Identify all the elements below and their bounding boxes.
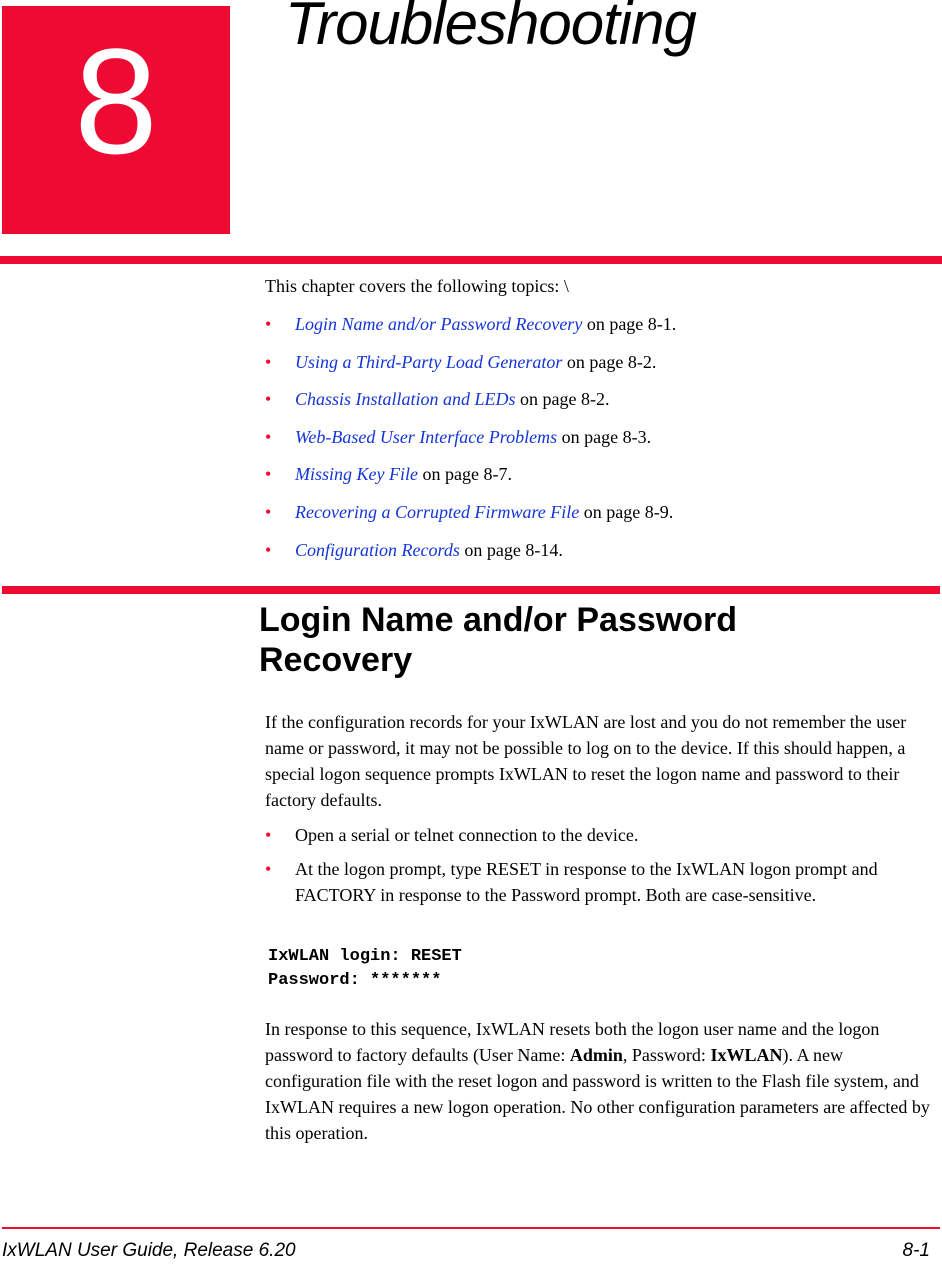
bullet-icon: • [265,314,272,334]
footer-divider [2,1227,940,1229]
bullet-icon: • [265,501,272,522]
result-text: ). A new configuration file with the reset logon and password is written to the Flash file system, and IxWLAN requires a new logon operation. No other configuration parameters are affected by this operation. [265,1045,930,1143]
chapter-number: 8 [74,17,158,185]
code-line: IxWLAN login: RESET [268,947,462,966]
topic-item [265,426,676,464]
topic-link[interactable]: Chassis Installation and LEDs [295,389,516,410]
topic-page-ref: on page 8-1. [582,314,677,334]
chapter-number-box [2,6,230,234]
bullet-icon: • [265,825,272,845]
footer-page-number: 8-1 [902,1240,930,1261]
result-text: , Password: [622,1045,711,1065]
topic-item [265,388,676,426]
section-paragraph: If the configuration records for your IxWLAN are lost and you do not remember the user name or password, it may not be possible to log on to the device. If this should happen, a special logon sequence prompts IxWLAN to reset the logon name and password to their factory defaults. [265,712,907,810]
topic-item [265,539,676,577]
topic-link[interactable]: Using a Third-Party Load Generator [295,351,563,372]
topic-page-ref: on page 8-9. [579,501,674,522]
topic-item [265,351,676,389]
topic-link[interactable]: Configuration Records [295,539,460,560]
topic-item [265,463,676,501]
topic-page-ref: on page 8-7. [417,464,512,485]
bullet-icon: • [265,464,272,485]
default-password: IxWLAN [710,1045,783,1065]
topic-item [265,501,676,539]
chapter-title: Troubleshooting [285,0,696,57]
result-text: In response to this sequence, IxWLAN resets both the logon user name and the logon password to factory defaults (User Name: [265,1019,880,1065]
topic-page-ref: on page 8-3. [557,426,652,447]
code-line: Password: ******* [268,971,442,990]
bullet-icon: • [265,859,272,879]
intro-text: This chapter covers the following topics: \ [265,276,569,296]
step-text: At the logon prompt, type RESET in response to the IxWLAN logon prompt and FACTORY in response to the Password prompt. Both are case-sensitive. [295,859,878,905]
topic-page-ref: on page 8-2. [562,351,657,372]
topic-page-ref: on page 8-14. [459,539,563,560]
code-block [268,945,462,993]
bullet-icon: • [265,389,272,410]
footer-guide-title: IxWLAN User Guide, Release 6.20 [2,1240,296,1261]
section-divider [2,586,940,594]
topic-item [265,313,676,351]
bullet-icon: • [265,426,272,447]
step-item [265,856,937,908]
default-username: Admin [569,1045,623,1065]
step-text: Open a serial or telnet connection to the device. [295,825,639,845]
topic-page-ref: on page 8-2. [515,389,610,410]
topic-link[interactable]: Recovering a Corrupted Firmware File [295,501,580,522]
topic-list [265,313,676,576]
topic-link[interactable]: Web-Based User Interface Problems [295,426,558,447]
topic-link[interactable]: Missing Key File [295,464,418,485]
step-item [265,822,937,848]
section-heading: Login Name and/or Password Recovery [259,601,737,679]
bullet-icon: • [265,351,272,372]
step-list [265,822,937,916]
topic-link[interactable]: Login Name and/or Password Recovery [295,314,583,334]
chapter-divider [0,256,942,264]
bullet-icon: • [265,539,272,560]
result-paragraph [265,1016,937,1146]
